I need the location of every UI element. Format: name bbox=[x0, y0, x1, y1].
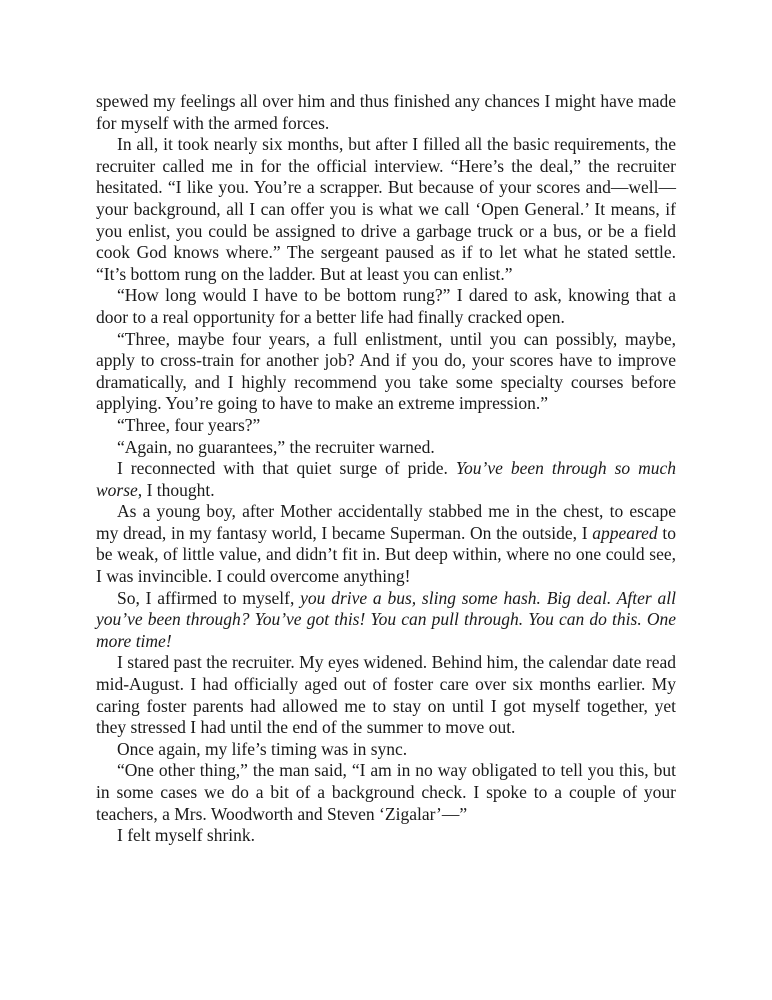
paragraph-text: “Three, four years?” bbox=[117, 414, 261, 435]
paragraph bbox=[96, 285, 676, 328]
paragraph bbox=[96, 134, 676, 285]
paragraph bbox=[96, 588, 676, 653]
paragraph bbox=[96, 501, 676, 587]
paragraph bbox=[96, 415, 676, 437]
paragraph-text: I felt myself shrink. bbox=[117, 825, 256, 846]
paragraph-text: “How long would I have to be bottom rung?” I dared to ask, knowing that a door to a real opportunity for a better life had finally cracked open. bbox=[96, 285, 676, 327]
paragraph-text: “Again, no guarantees,” the recruiter warned. bbox=[117, 436, 435, 457]
paragraph bbox=[96, 652, 676, 738]
paragraph bbox=[96, 91, 676, 134]
paragraph bbox=[96, 437, 676, 459]
italic-thought: you drive a bus, sling some hash. Big deal. After all you’ve been through? You’ve got this! You can pull through. You can do this. One more time! bbox=[96, 587, 676, 651]
paragraph-text: I reconnected with that quiet surge of pride. bbox=[117, 458, 456, 479]
paragraph-text: So, I affirmed to myself, bbox=[117, 587, 301, 608]
paragraph bbox=[96, 739, 676, 761]
italic-thought: You’ve been through so much worse, bbox=[96, 458, 676, 500]
italic-emphasis: appeared bbox=[592, 522, 658, 543]
paragraph-text: As a young boy, after Mother accidentally stabbed me in the chest, to escape my dread, in my fantasy world, I became Superman. On the outside, I bbox=[96, 501, 676, 543]
paragraph bbox=[96, 825, 676, 847]
document-page bbox=[96, 91, 676, 847]
paragraph-text: I stared past the recruiter. My eyes widened. Behind him, the calendar date read mid-August. I had officially aged out of foster care over six months earlier. My caring foster parents had allowed me to stay on until I got myself together, yet they stressed I had until the end of the summer to move out. bbox=[96, 652, 676, 738]
paragraph bbox=[96, 760, 676, 825]
paragraph-text: spewed my feelings all over him and thus finished any chances I might have made for myself with the armed forces. bbox=[96, 91, 676, 133]
paragraph-text: In all, it took nearly six months, but after I filled all the basic requirements, the recruiter called me in for the official interview. “Here’s the deal,” the recruiter hesitated. “I like you. You’re a scrapper. But because of your scores and—well—your background, all I can offer you is what we call ‘Open General.’ It means, if you enlist, you could be assigned to drive a garbage truck or a bus, or be a field cook God knows where.” The sergeant paused as if to let what he stated settle. “It’s bottom rung on the ladder. But at least you can enlist.” bbox=[96, 134, 676, 284]
paragraph-text: to be weak, of little value, and didn’t fit in. But deep within, where no one could see, I was invincible. I could overcome anything! bbox=[96, 522, 676, 587]
paragraph-text: Once again, my life’s timing was in sync. bbox=[117, 738, 408, 759]
paragraph-text: “Three, maybe four years, a full enlistment, until you can possibly, maybe, apply to cross-train for another job? And if you do, your scores have to improve dramatically, and I highly recommend you take some specialty courses before applying. You’re going to have to make an extreme impression.” bbox=[96, 328, 676, 414]
paragraph bbox=[96, 329, 676, 415]
paragraph-text: “One other thing,” the man said, “I am in no way obligated to tell you this, but in some cases we do a bit of a background check. I spoke to a couple of your teachers, a Mrs. Woodworth and Steven ‘Zigalar’—” bbox=[96, 760, 676, 824]
paragraph bbox=[96, 458, 676, 501]
paragraph-text: I thought. bbox=[142, 479, 215, 500]
